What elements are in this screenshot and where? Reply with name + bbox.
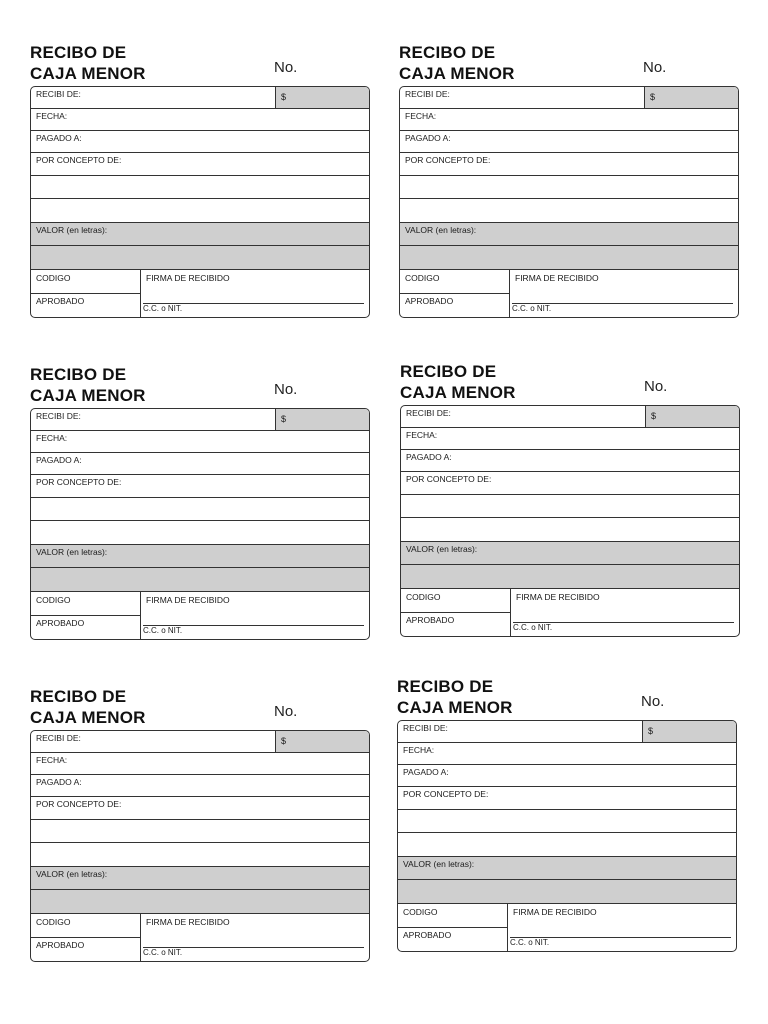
received-from-label: RECIBI DE: (405, 89, 450, 99)
approval-section (31, 914, 369, 961)
code-label: CODIGO (405, 273, 440, 283)
concept-divider (31, 819, 369, 820)
paid-to-label: PAGADO A: (36, 455, 82, 465)
code-approval-block (31, 914, 141, 961)
signature-label: FIRMA DE RECIBIDO (146, 273, 230, 283)
concept-field[interactable] (398, 787, 736, 857)
approval-section (401, 589, 739, 636)
receipt-title-line1: RECIBO DE (30, 365, 127, 384)
receipt-form (30, 86, 370, 318)
concept-divider (398, 832, 736, 833)
id-number-label: C.C. o NIT. (513, 623, 553, 632)
paid-to-field[interactable] (31, 775, 369, 797)
amount-field[interactable] (643, 721, 736, 742)
date-label: FECHA: (403, 745, 435, 755)
receipt-title-line1: RECIBO DE (399, 43, 496, 62)
signature-field[interactable] (511, 589, 739, 636)
concept-divider (400, 175, 738, 176)
amount-field[interactable] (645, 87, 738, 108)
receipt-title-line2: CAJA MENOR (399, 64, 515, 83)
value-in-words-field[interactable] (401, 542, 739, 589)
value-in-words-label: VALOR (en letras): (405, 225, 477, 235)
code-approval-block (31, 270, 141, 317)
value-in-words-field[interactable] (31, 867, 369, 914)
value-in-words-label: VALOR (en letras): (36, 225, 108, 235)
concept-label: POR CONCEPTO DE: (36, 477, 122, 487)
approved-label: APROBADO (36, 940, 85, 950)
amount-field[interactable] (646, 406, 739, 427)
value-in-words-label: VALOR (en letras): (36, 869, 108, 879)
currency-symbol: $ (650, 92, 656, 102)
receipt-title-line2: CAJA MENOR (30, 708, 146, 727)
date-field[interactable] (400, 109, 738, 131)
receipt-title-line2: CAJA MENOR (397, 698, 513, 717)
received-from-row (401, 406, 739, 428)
received-from-label: RECIBI DE: (36, 89, 81, 99)
receipt-title-line1: RECIBO DE (30, 687, 127, 706)
received-from-field[interactable] (31, 87, 276, 108)
receipt-title (30, 42, 146, 84)
code-field[interactable] (401, 589, 510, 613)
signature-label: FIRMA DE RECIBIDO (513, 907, 597, 917)
id-number-label: C.C. o NIT. (143, 304, 183, 313)
concept-divider (398, 809, 736, 810)
code-label: CODIGO (36, 273, 71, 283)
approval-section (400, 270, 738, 317)
code-field[interactable] (31, 270, 140, 294)
paid-to-label: PAGADO A: (405, 133, 451, 143)
amount-field[interactable] (276, 87, 369, 108)
signature-label: FIRMA DE RECIBIDO (515, 273, 599, 283)
approved-field[interactable] (31, 615, 140, 638)
concept-divider (31, 842, 369, 843)
concept-label: POR CONCEPTO DE: (405, 155, 491, 165)
concept-divider (31, 198, 369, 199)
signature-field[interactable] (141, 914, 369, 961)
currency-symbol: $ (281, 414, 287, 424)
receipt-number-label: No. (274, 703, 298, 720)
signature-label: FIRMA DE RECIBIDO (146, 917, 230, 927)
receipt-form (30, 730, 370, 962)
signature-field[interactable] (508, 904, 736, 951)
concept-divider (401, 494, 739, 495)
receipt-number-label: No. (644, 378, 668, 395)
code-approval-block (400, 270, 510, 317)
receipt-title-line1: RECIBO DE (30, 43, 127, 62)
approved-label: APROBADO (36, 296, 85, 306)
approved-field[interactable] (398, 927, 507, 950)
approved-field[interactable] (31, 937, 140, 960)
receipt-title (397, 676, 513, 718)
receipt-title-line2: CAJA MENOR (30, 386, 146, 405)
code-label: CODIGO (403, 907, 438, 917)
code-approval-block (398, 904, 508, 951)
code-field[interactable] (398, 904, 507, 928)
received-from-label: RECIBI DE: (406, 408, 451, 418)
concept-field[interactable] (401, 472, 739, 542)
receipt-title (30, 686, 146, 728)
approved-field[interactable] (31, 293, 140, 316)
approved-label: APROBADO (405, 296, 454, 306)
value-divider (400, 245, 738, 246)
concept-divider (31, 520, 369, 521)
paid-to-field[interactable] (398, 765, 736, 787)
date-field[interactable] (31, 431, 369, 453)
receipt-title-line1: RECIBO DE (397, 677, 494, 696)
approval-section (31, 270, 369, 317)
paid-to-field[interactable] (31, 131, 369, 153)
receipt-number-label: No. (641, 693, 665, 710)
received-from-label: RECIBI DE: (36, 411, 81, 421)
receipt-form (30, 408, 370, 640)
approved-label: APROBADO (406, 615, 455, 625)
date-label: FECHA: (36, 111, 68, 121)
date-label: FECHA: (406, 430, 438, 440)
currency-symbol: $ (648, 726, 654, 736)
code-label: CODIGO (36, 595, 71, 605)
id-number-label: C.C. o NIT. (510, 938, 550, 947)
id-number-label: C.C. o NIT. (512, 304, 552, 313)
code-field[interactable] (400, 270, 509, 294)
paid-to-field[interactable] (400, 131, 738, 153)
received-from-field[interactable] (31, 409, 276, 430)
signature-label: FIRMA DE RECIBIDO (516, 592, 600, 602)
receipt-form (397, 720, 737, 952)
approved-field[interactable] (400, 293, 509, 316)
paid-to-field[interactable] (31, 453, 369, 475)
date-label: FECHA: (36, 755, 68, 765)
date-field[interactable] (401, 428, 739, 450)
value-in-words-field[interactable] (398, 857, 736, 904)
receipt-title (400, 361, 516, 403)
id-number-label: C.C. o NIT. (143, 626, 183, 635)
value-in-words-field[interactable] (31, 223, 369, 270)
receipt-title (30, 364, 146, 406)
approved-label: APROBADO (36, 618, 85, 628)
date-field[interactable] (31, 753, 369, 775)
concept-field[interactable] (400, 153, 738, 223)
signature-field[interactable] (141, 270, 369, 317)
received-from-row (31, 409, 369, 431)
receipt-title-line2: CAJA MENOR (30, 64, 146, 83)
currency-symbol: $ (651, 411, 657, 421)
paid-to-label: PAGADO A: (36, 777, 82, 787)
received-from-label: RECIBI DE: (36, 733, 81, 743)
concept-divider (401, 517, 739, 518)
signature-label: FIRMA DE RECIBIDO (146, 595, 230, 605)
paid-to-label: PAGADO A: (36, 133, 82, 143)
amount-field[interactable] (276, 409, 369, 430)
code-approval-block (401, 589, 511, 636)
approval-section (398, 904, 736, 951)
paid-to-label: PAGADO A: (406, 452, 452, 462)
date-label: FECHA: (36, 433, 68, 443)
code-label: CODIGO (406, 592, 441, 602)
concept-divider (31, 175, 369, 176)
receipt-title-line2: CAJA MENOR (400, 383, 516, 402)
currency-symbol: $ (281, 736, 287, 746)
value-in-words-label: VALOR (en letras): (406, 544, 478, 554)
receipt-number-label: No. (274, 381, 298, 398)
id-number-label: C.C. o NIT. (143, 948, 183, 957)
received-from-row (398, 721, 736, 743)
code-field[interactable] (31, 914, 140, 938)
concept-label: POR CONCEPTO DE: (403, 789, 489, 799)
received-from-label: RECIBI DE: (403, 723, 448, 733)
code-label: CODIGO (36, 917, 71, 927)
received-from-field[interactable] (400, 87, 645, 108)
value-divider (398, 879, 736, 880)
signature-field[interactable] (141, 592, 369, 639)
approved-field[interactable] (401, 612, 510, 635)
value-divider (31, 245, 369, 246)
value-divider (401, 564, 739, 565)
received-from-field[interactable] (31, 731, 276, 752)
value-divider (31, 889, 369, 890)
received-from-field[interactable] (398, 721, 643, 742)
concept-field[interactable] (31, 475, 369, 545)
concept-label: POR CONCEPTO DE: (36, 799, 122, 809)
concept-label: POR CONCEPTO DE: (406, 474, 492, 484)
approved-label: APROBADO (403, 930, 452, 940)
code-field[interactable] (31, 592, 140, 616)
code-approval-block (31, 592, 141, 639)
approval-section (31, 592, 369, 639)
date-field[interactable] (31, 109, 369, 131)
received-from-row (400, 87, 738, 109)
value-divider (31, 567, 369, 568)
value-in-words-label: VALOR (en letras): (36, 547, 108, 557)
value-in-words-field[interactable] (400, 223, 738, 270)
date-field[interactable] (398, 743, 736, 765)
receipt-number-label: No. (274, 59, 298, 76)
amount-field[interactable] (276, 731, 369, 752)
currency-symbol: $ (281, 92, 287, 102)
date-label: FECHA: (405, 111, 437, 121)
concept-field[interactable] (31, 153, 369, 223)
concept-divider (31, 497, 369, 498)
receipt-title (399, 42, 515, 84)
concept-label: POR CONCEPTO DE: (36, 155, 122, 165)
receipt-title-line1: RECIBO DE (400, 362, 497, 381)
receipt-form (399, 86, 739, 318)
signature-field[interactable] (510, 270, 738, 317)
paid-to-field[interactable] (401, 450, 739, 472)
concept-divider (400, 198, 738, 199)
received-from-row (31, 731, 369, 753)
receipt-form (400, 405, 740, 637)
receipt-number-label: No. (643, 59, 667, 76)
paid-to-label: PAGADO A: (403, 767, 449, 777)
received-from-row (31, 87, 369, 109)
value-in-words-label: VALOR (en letras): (403, 859, 475, 869)
concept-field[interactable] (31, 797, 369, 867)
value-in-words-field[interactable] (31, 545, 369, 592)
received-from-field[interactable] (401, 406, 646, 427)
